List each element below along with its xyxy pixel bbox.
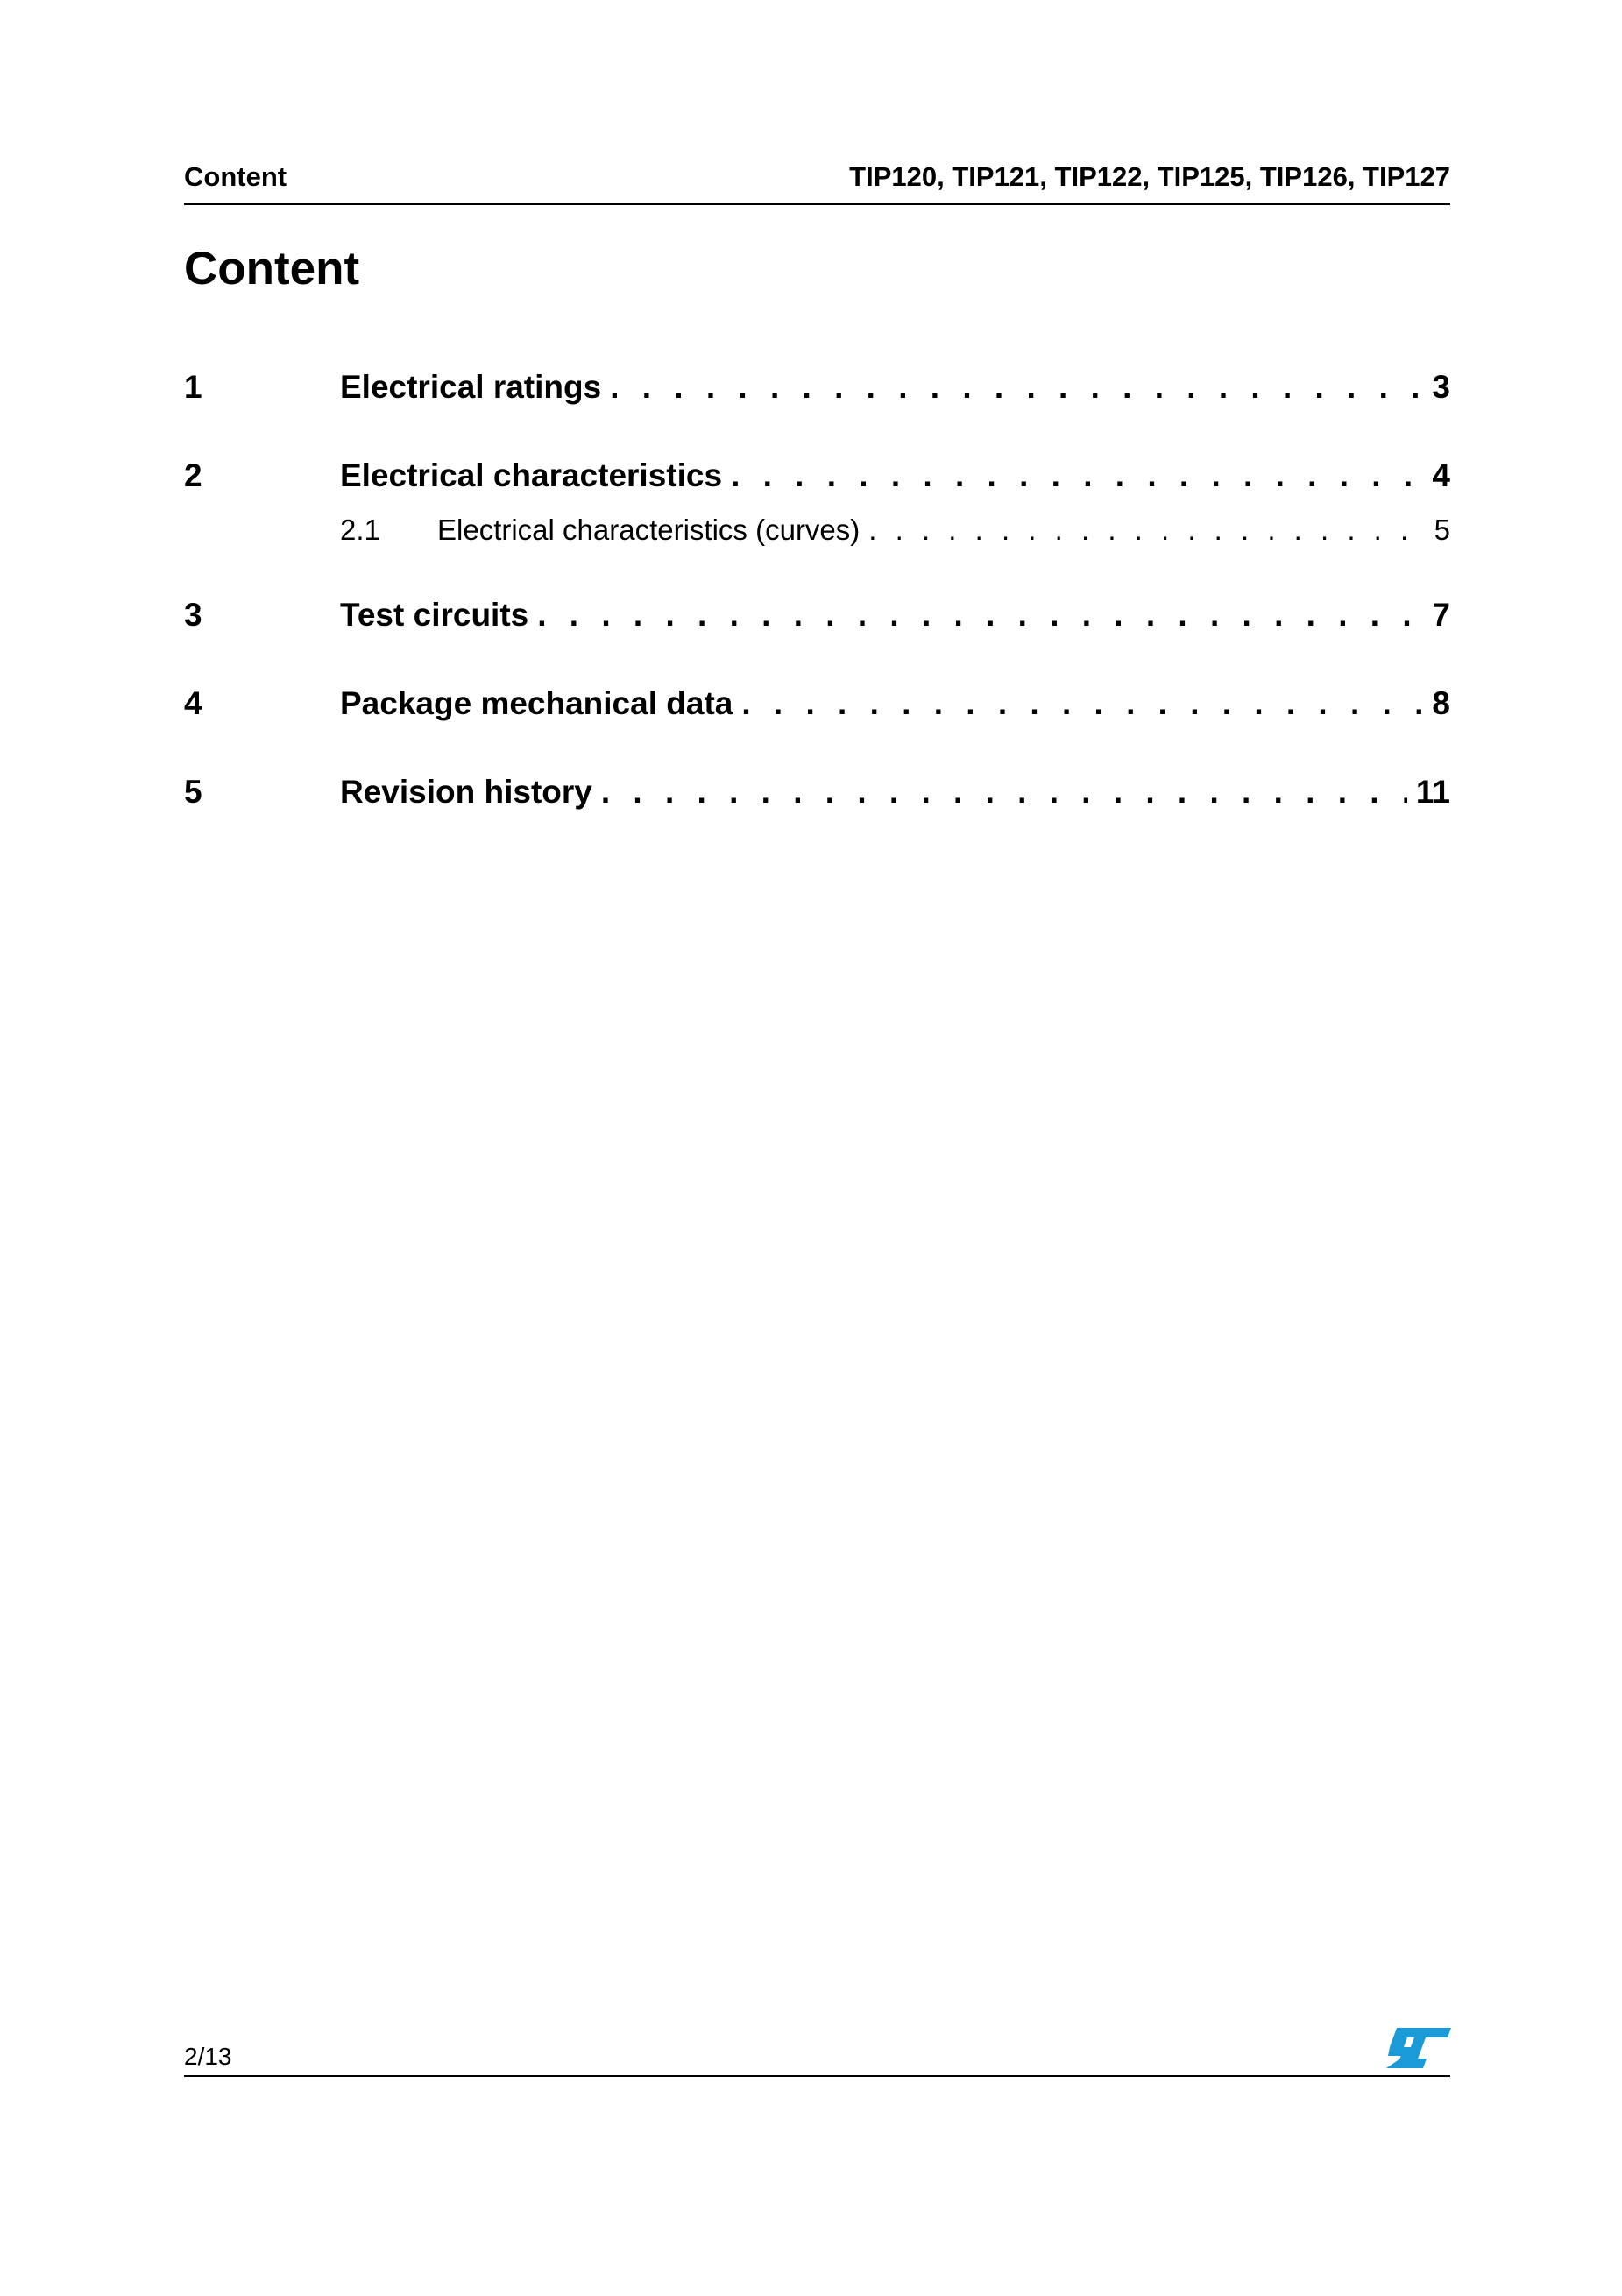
table-of-contents <box>184 0 1450 2296</box>
header-section-title: Content <box>184 161 287 192</box>
toc-entry-test-circuits[interactable] <box>184 596 1450 634</box>
toc-entry-number: 5 <box>184 774 202 810</box>
toc-entry-number: 2 <box>184 457 202 493</box>
toc-entry-revision-history[interactable] <box>184 773 1450 811</box>
toc-entry-page: 3 <box>1432 369 1450 405</box>
toc-entry-electrical-characteristics[interactable] <box>184 457 1450 495</box>
toc-entry-page: 4 <box>1432 457 1450 493</box>
toc-dot-leader <box>731 457 1423 495</box>
toc-entry-number: 3 <box>184 597 202 633</box>
toc-entry-page: 11 <box>1415 774 1450 810</box>
toc-entry-package-mechanical-data[interactable] <box>184 684 1450 723</box>
header-product-names: TIP120, TIP121, TIP122, TIP125, TIP126, TIP127 <box>849 161 1450 192</box>
toc-entry-page: 5 <box>1434 514 1450 546</box>
footer-page-number: 2/13 <box>184 2043 232 2070</box>
toc-entry-label: Revision history <box>340 774 592 810</box>
toc-entry-label: Package mechanical data <box>340 685 733 721</box>
toc-entry-page: 8 <box>1432 685 1450 721</box>
toc-dot-leader <box>741 684 1423 723</box>
toc-entry-label: Electrical ratings <box>340 369 602 405</box>
toc-entry-electrical-ratings[interactable] <box>184 368 1450 407</box>
toc-dot-leader <box>868 513 1425 548</box>
toc-dot-leader <box>610 368 1423 407</box>
toc-entry-label: Electrical characteristics (curves) <box>437 514 861 546</box>
toc-entry-page: 7 <box>1432 597 1450 633</box>
toc-dot-leader <box>601 773 1407 811</box>
toc-dot-leader <box>537 596 1423 634</box>
toc-entry-label: Electrical characteristics <box>340 457 723 493</box>
toc-entry-number: 1 <box>184 369 202 405</box>
st-logo-icon <box>1385 2026 1453 2070</box>
toc-subentry-electrical-characteristics-curves[interactable] <box>184 513 1450 548</box>
toc-entry-number: 4 <box>184 685 202 721</box>
toc-entry-number: 2.1 <box>340 514 380 546</box>
footer-divider <box>184 2075 1450 2077</box>
page-title: Content <box>184 243 360 294</box>
toc-entry-label: Test circuits <box>340 597 529 633</box>
